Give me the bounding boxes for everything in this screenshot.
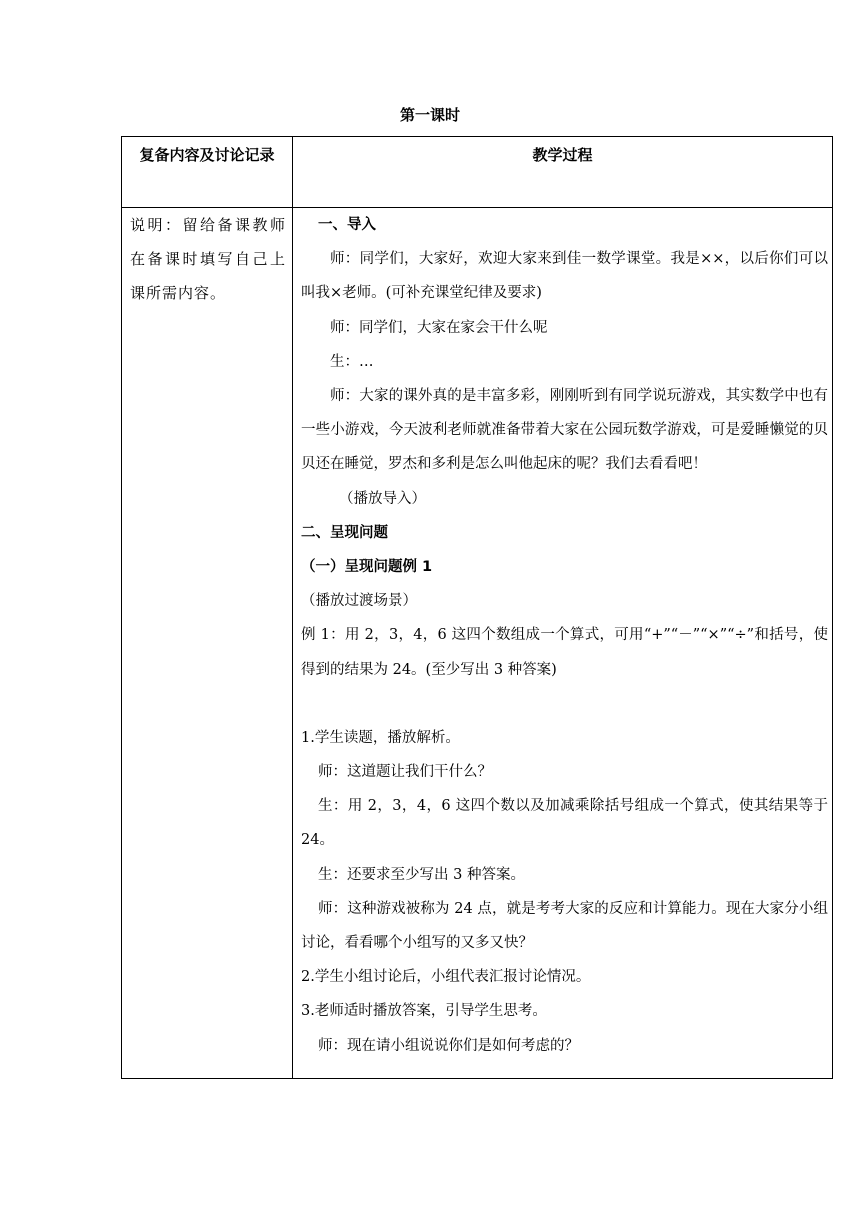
- paragraph: 师：大家的课外真的是丰富多彩，刚刚听到有同学说玩游戏，其实数学中也有一些小游戏，今天波利老师就准备带着大家在公园玩数学游戏，可是爱睡懒觉的贝贝还在睡觉，罗杰和多利是怎么叫他起床的呢？我们去看看吧！: [301, 388, 828, 473]
- section-heading-intro: 一、导入: [318, 217, 376, 233]
- paragraph: 师：这种游戏被称为 24 点，就是考考大家的反应和计算能力。现在大家分小组讨论，看看哪个小组写的又多又快？: [301, 900, 828, 952]
- paragraph: 生：用 2，3，4，6 这四个数以及加减乘除括号组成一个算式，使其结果等于 24。: [301, 798, 828, 849]
- header-left-cell: 复备内容及讨论记录: [122, 137, 293, 208]
- lesson-table: [121, 136, 833, 1079]
- example-problem: 例 1：用 2，3，4，6 这四个数组成一个算式，可用“+”“－”“×”“÷”和括号，使得到的结果为 24。(至少写出 3 种答案): [301, 627, 828, 678]
- header-right-cell: 教学过程: [293, 137, 833, 208]
- paragraph: 师：同学们，大家好，欢迎大家来到佳一数学课堂。我是××，以后你们可以叫我×老师。(可补充课堂纪律及要求): [301, 251, 828, 302]
- paragraph: 生：还要求至少写出 3 种答案。: [318, 866, 525, 883]
- section-heading-problem: 二、呈现问题: [301, 524, 388, 541]
- step-item: 1.学生读题，播放解析。: [301, 729, 460, 746]
- table-body-row: [122, 208, 833, 1079]
- blank-line: [301, 687, 828, 721]
- paragraph: 师：现在请小组说说你们是如何考虑的？: [318, 1037, 579, 1054]
- paragraph: （播放导入）: [339, 490, 426, 507]
- subsection-heading-example: （一）呈现问题例 1: [301, 559, 433, 576]
- page-title: 第一课时: [399, 106, 460, 124]
- table-header-row: [122, 137, 833, 208]
- paragraph: 师：这道题让我们干什么？: [318, 764, 492, 781]
- note-cell: 说明：留给备课教师在备课时填写自己上课所需内容。: [122, 208, 293, 1079]
- step-item: 2.学生小组讨论后，小组代表汇报讨论情况。: [301, 969, 591, 986]
- step-item: 3.老师适时播放答案，引导学生思考。: [301, 1003, 547, 1020]
- paragraph: 师：同学们，大家在家会干什么呢: [330, 319, 548, 336]
- paragraph: 生：…: [330, 353, 374, 370]
- teaching-process-cell: [293, 208, 833, 1079]
- paragraph: （播放过渡场景）: [301, 593, 417, 610]
